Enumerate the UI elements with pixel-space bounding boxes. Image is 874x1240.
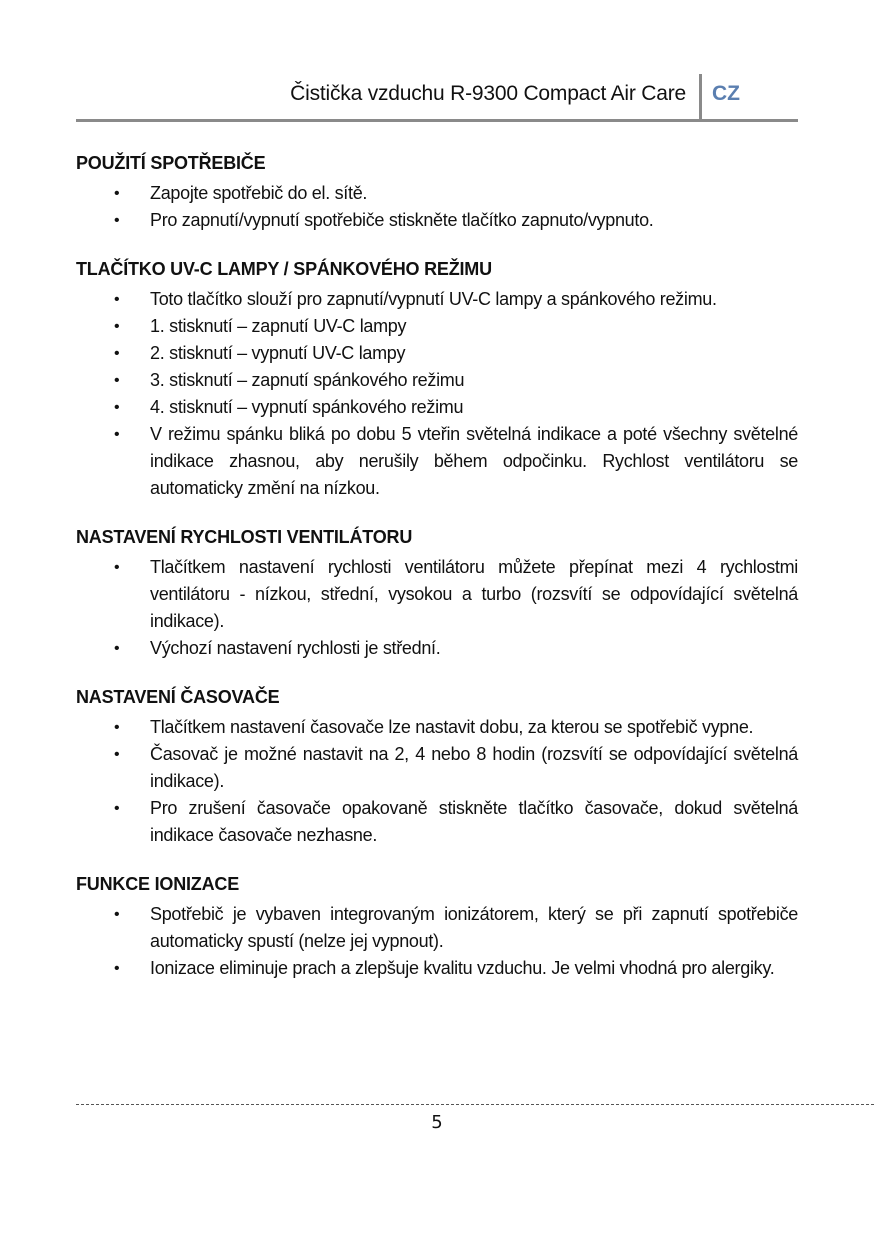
- bullet-list: [76, 901, 798, 982]
- document-title: Čistička vzduchu R-9300 Compact Air Care: [290, 82, 686, 105]
- bullet-icon: •: [114, 212, 120, 229]
- section: [76, 871, 798, 982]
- section: [76, 684, 798, 849]
- bullet-icon: •: [114, 291, 120, 308]
- header-separator: [699, 74, 702, 122]
- list-item: [76, 714, 798, 741]
- section-heading: TLAČÍTKO UV-C LAMPY / SPÁNKOVÉHO REŽIMU: [76, 259, 492, 279]
- section: [76, 150, 798, 234]
- list-item-text: Pro zrušení časovače opakovaně stiskněte tlačítko časovače, dokud světelná indikace časovače nezhasne.: [150, 798, 798, 845]
- list-item: [76, 313, 798, 340]
- list-item-text: Časovač je možné nastavit na 2, 4 nebo 8 hodin (rozsvítí se odpovídající světelná indikace).: [150, 744, 798, 791]
- list-item: [76, 207, 798, 234]
- list-item: [76, 421, 798, 502]
- bullet-icon: •: [114, 719, 120, 736]
- list-item-text: Výchozí nastavení rychlosti je střední.: [150, 638, 441, 658]
- list-item-text: 2. stisknutí – vypnutí UV-C lampy: [150, 343, 406, 363]
- list-item: [76, 635, 798, 662]
- list-item-text: Pro zapnutí/vypnutí spotřebiče stiskněte tlačítko zapnuto/vypnuto.: [150, 210, 654, 230]
- bullet-icon: •: [114, 960, 120, 977]
- list-item: [76, 795, 798, 849]
- bullet-icon: •: [114, 800, 120, 817]
- list-item-text: Spotřebič je vybaven integrovaným ionizátorem, který se při zapnutí spotřebiče automaticky spustí (nelze jej vypnout).: [150, 904, 798, 951]
- list-item-text: Ionizace eliminuje prach a zlepšuje kvalitu vzduchu. Je velmi vhodná pro alergiky.: [150, 958, 775, 978]
- bullet-icon: •: [114, 345, 120, 362]
- section: [76, 256, 798, 502]
- bullet-icon: •: [114, 906, 120, 923]
- list-item: [76, 286, 798, 313]
- header-rule: [76, 119, 798, 122]
- list-item: [76, 955, 798, 982]
- manual-content: [76, 150, 798, 1004]
- bullet-icon: •: [114, 559, 120, 576]
- list-item-text: Zapojte spotřebič do el. sítě.: [150, 183, 368, 203]
- section-heading: POUŽITÍ SPOTŘEBIČE: [76, 153, 266, 173]
- list-item: [76, 340, 798, 367]
- bullet-icon: •: [114, 318, 120, 335]
- bullet-icon: •: [114, 640, 120, 657]
- list-item-text: 1. stisknutí – zapnutí UV-C lampy: [150, 316, 407, 336]
- list-item: [76, 394, 798, 421]
- list-item: [76, 367, 798, 394]
- list-item: [76, 901, 798, 955]
- list-item-text: Tlačítkem nastavení časovače lze nastavit dobu, za kterou se spotřebič vypne.: [150, 717, 754, 737]
- list-item-text: V režimu spánku bliká po dobu 5 vteřin světelná indikace a poté všechny světelné indikace zhasnou, aby nerušily během odpočinku. Rychlost ventilátoru se automaticky změní na nízkou.: [150, 424, 798, 498]
- list-item: [76, 741, 798, 795]
- bullet-list: [76, 714, 798, 849]
- list-item-text: Toto tlačítko slouží pro zapnutí/vypnutí UV-C lampy a spánkového režimu.: [150, 289, 717, 309]
- bullet-icon: •: [114, 426, 120, 443]
- language-badge: CZ: [712, 82, 740, 105]
- bullet-icon: •: [114, 746, 120, 763]
- page-header: [76, 70, 798, 122]
- section-heading: NASTAVENÍ RYCHLOSTI VENTILÁTORU: [76, 527, 413, 547]
- list-item-text: 4. stisknutí – vypnutí spánkového režimu: [150, 397, 464, 417]
- list-item: [76, 180, 798, 207]
- section-heading: NASTAVENÍ ČASOVAČE: [76, 687, 280, 707]
- bullet-icon: •: [114, 185, 120, 202]
- list-item-text: 3. stisknutí – zapnutí spánkového režimu: [150, 370, 465, 390]
- bullet-list: [76, 286, 798, 502]
- bullet-list: [76, 180, 798, 234]
- bullet-icon: •: [114, 399, 120, 416]
- section: [76, 524, 798, 662]
- footer-rule: [76, 1104, 874, 1105]
- bullet-list: [76, 554, 798, 662]
- list-item-text: Tlačítkem nastavení rychlosti ventilátoru můžete přepínat mezi 4 rychlostmi ventilátoru - nízkou, střední, vysokou a turbo (rozsvítí se odpovídající světelná indikace).: [150, 557, 798, 631]
- bullet-icon: •: [114, 372, 120, 389]
- page-number: 5: [431, 1112, 443, 1133]
- list-item: [76, 554, 798, 635]
- section-heading: FUNKCE IONIZACE: [76, 874, 239, 894]
